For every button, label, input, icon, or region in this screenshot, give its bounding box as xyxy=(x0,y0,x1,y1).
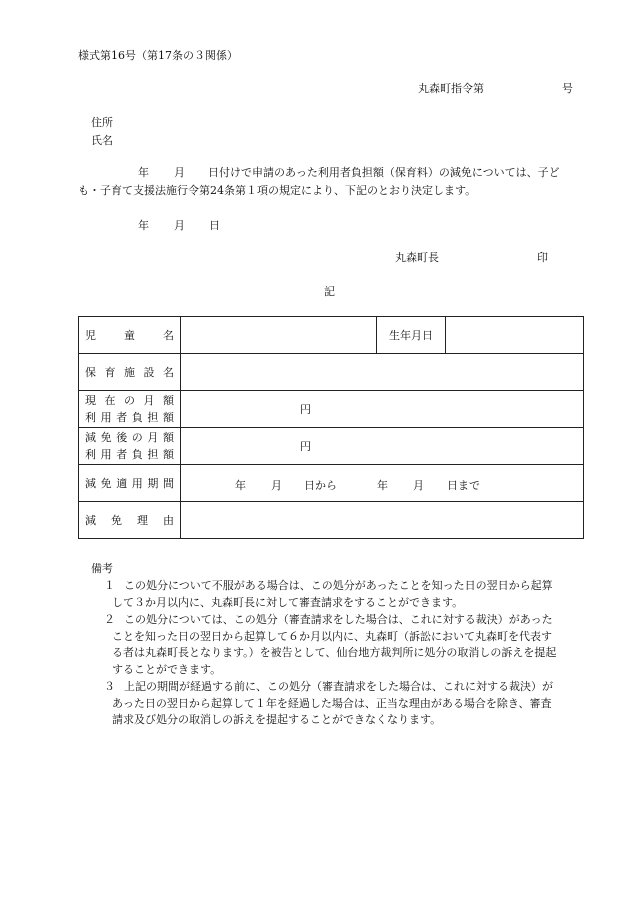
notes-title: 備考 xyxy=(91,562,113,575)
birth-date-label: 生年月日 xyxy=(377,317,446,354)
form-number: 様式第16号（第17条の３関係） xyxy=(78,49,238,62)
issuer-title: 丸森町長 xyxy=(395,251,439,264)
decision-day: 日 xyxy=(209,219,220,232)
body-text-line2: も・子育て支援法施行令第24条第１項の規定により、下記のとおり決定します。 xyxy=(78,184,477,197)
current-amount-label: 現 在 の 月 額 利 用 者 負 担 額 xyxy=(79,391,181,428)
address-label: 住所 xyxy=(91,116,113,129)
facility-label: 保 育 施 設 名 xyxy=(79,354,181,391)
reason-label: 減 免 理 由 xyxy=(79,502,181,539)
reduced-amount-value xyxy=(181,428,584,465)
ki-heading: 記 xyxy=(324,285,335,298)
name-label: 氏名 xyxy=(91,134,113,147)
reason-value xyxy=(181,502,584,539)
table-row xyxy=(79,391,584,428)
reduced-amount-label: 減 免 後 の 月 額 利 用 者 負 担 額 xyxy=(79,428,181,465)
table-row xyxy=(79,502,584,539)
table-row xyxy=(79,354,584,391)
yen-unit: 円 xyxy=(300,403,311,416)
reduction-table xyxy=(78,316,584,539)
decision-month: 月 xyxy=(174,219,185,232)
decision-year: 年 xyxy=(138,219,149,232)
yen-unit: 円 xyxy=(300,440,311,453)
application-year: 年 xyxy=(138,166,149,179)
doc-number-prefix: 丸森町指令第 xyxy=(418,82,484,95)
child-name-value xyxy=(181,317,377,354)
facility-value xyxy=(181,354,584,391)
current-amount-value xyxy=(181,391,584,428)
body-text-line1: 日付けで申請のあった利用者負担額（保育料）の減免については、子ど xyxy=(208,166,560,179)
note-item-3: ３ 上記の期間が経過する前に、この処分（審査請求をした場合は、これに対する裁決）が あった日の翌日から起算して１年を経過した場合は、正当な理由がある場合を除き、審査 請求及び処分の取消しの訴えを提起することができなくなります。 xyxy=(104,680,553,726)
note-item-1: １ この処分について不服がある場合は、この処分があったことを知った日の翌日から起算 して３か月以内に、丸森町長に対して審査請求をすることができます。 xyxy=(104,579,553,609)
table-row xyxy=(79,317,584,354)
seal-mark: 印 xyxy=(537,251,548,264)
note-item-2: ２ この処分については、この処分（審査請求をした場合は、これに対する裁決）があった ことを知った日の翌日から起算して６か月以内に、丸森町（訴訟において丸森町を代表す る者は丸森町長となります。）を被告として、仙台地方裁判所に処分の取消しの訴えを提起 することができます。 xyxy=(104,613,557,676)
birth-date-value xyxy=(446,317,584,354)
table-row xyxy=(79,428,584,465)
period-value: 年 月 日から 年 月 日まで xyxy=(181,465,584,502)
table-row xyxy=(79,465,584,502)
application-month: 月 xyxy=(174,166,185,179)
doc-number-suffix: 号 xyxy=(562,82,573,95)
child-name-label: 児 童 名 xyxy=(79,317,181,354)
period-label: 減 免 適 用 期 間 xyxy=(79,465,181,502)
